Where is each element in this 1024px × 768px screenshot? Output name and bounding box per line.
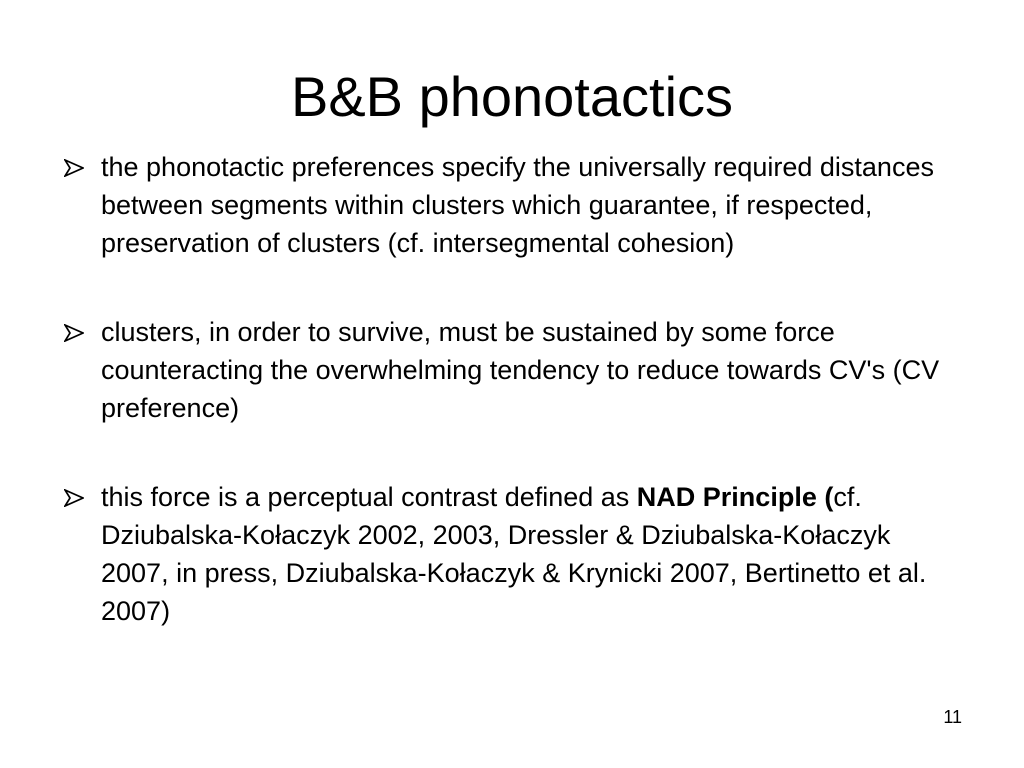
bullet-item [64, 478, 964, 630]
bullet-text-before-bold: this force is a perceptual contrast defined as [101, 482, 637, 512]
arrowhead-bullet-icon [64, 324, 84, 342]
bullet-text: the phonotactic preferences specify the universally required distances between segments within clusters which guarantee, if respected, preservation of clusters (cf. intersegmental cohesion) [101, 152, 934, 258]
arrowhead-bullet-icon [64, 489, 84, 507]
bullet-text: clusters, in order to survive, must be sustained by some force counteracting the overwhelming tendency to reduce towards CV's (CV preference) [101, 317, 940, 423]
slide-title: B&B phonotactics [290, 65, 734, 128]
bullet-item [64, 313, 964, 427]
bullet-item [64, 148, 964, 262]
bullet-list [64, 148, 964, 630]
nad-principle-bold-text: NAD Principle ( [636, 482, 834, 512]
bullet-text-after-bold: cf. Dziubalska-Kołaczyk 2002, 2003, Dressler & Dziubalska-Kołaczyk 2007, in press, Dziubalska-Kołaczyk & Krynicki 2007, Bertinetto et al. 2007) [101, 482, 927, 626]
page-number: 11 [943, 707, 962, 727]
arrowhead-bullet-icon [64, 159, 84, 177]
